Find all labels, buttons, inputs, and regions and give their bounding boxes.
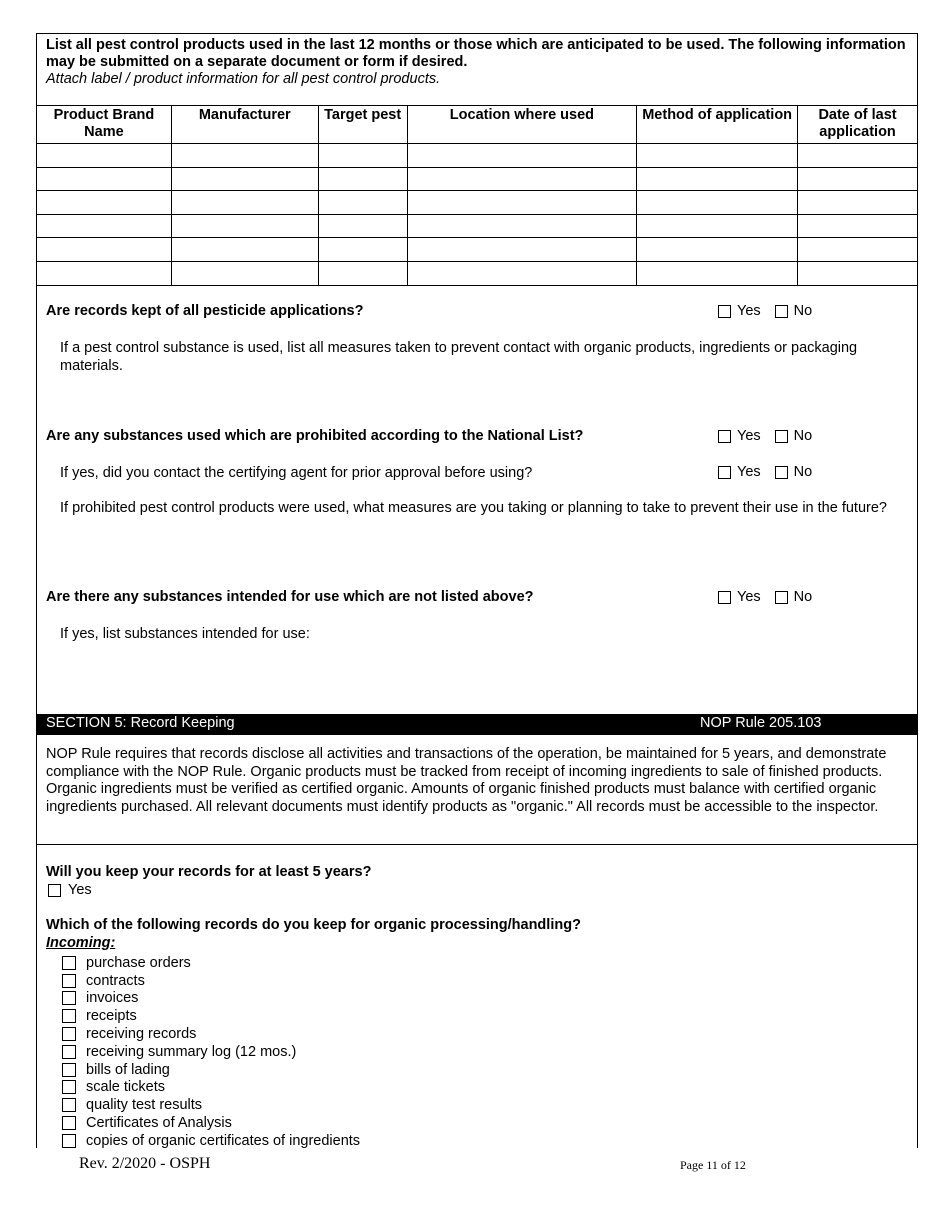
table-cell[interactable] [407, 167, 637, 191]
list-item [62, 954, 360, 972]
table-header-row [37, 106, 918, 144]
question-contact-agent: If yes, did you contact the certifying agent for prior approval before using? [60, 465, 533, 481]
table-cell[interactable] [637, 261, 798, 285]
divider [37, 844, 917, 845]
table-row [37, 261, 918, 285]
incoming-record-label: receiving records [86, 1026, 197, 1043]
incoming-record-label: scale tickets [86, 1079, 165, 1096]
table-cell[interactable] [798, 214, 918, 238]
prohibited-yes-checkbox[interactable] [718, 430, 731, 443]
question-keep-5-years: Will you keep your records for at least 5 years? [46, 864, 372, 880]
list-item [62, 1079, 360, 1097]
table-cell[interactable] [318, 191, 407, 215]
table-cell[interactable] [318, 261, 407, 285]
table-cell[interactable] [407, 214, 637, 238]
pest-products-table [36, 105, 918, 286]
yes-label: Yes [68, 882, 92, 898]
contact-agent-options [718, 464, 826, 480]
incoming-record-label: bills of lading [86, 1061, 170, 1078]
question-intended-substances: Are there any substances intended for use which are not listed above? [46, 589, 534, 605]
table-cell[interactable] [318, 144, 407, 168]
yes-label: Yes [737, 303, 761, 319]
list-item [62, 1132, 360, 1150]
no-label: No [793, 589, 813, 605]
col-method: Method of application [637, 106, 798, 144]
contact-agent-yes-checkbox[interactable] [718, 466, 731, 479]
intro-block [37, 34, 917, 88]
yes-label: Yes [737, 428, 761, 444]
prevent-use-instruction: If prohibited pest control products were used, what measures are you taking or planning to take to prevent their use in the future? [60, 500, 887, 516]
table-cell[interactable] [318, 214, 407, 238]
incoming-record-checkbox[interactable] [62, 1045, 76, 1059]
incoming-record-checkbox[interactable] [62, 974, 76, 988]
prohibited-no-checkbox[interactable] [775, 430, 788, 443]
incoming-record-checkbox[interactable] [62, 1098, 76, 1112]
question-records-kept: Are records kept of all pesticide applications? [46, 303, 364, 319]
records-kept-yes-checkbox[interactable] [718, 305, 731, 318]
col-target-pest: Target pest [318, 106, 407, 144]
col-product-brand: Product Brand Name [37, 106, 172, 144]
incoming-record-label: invoices [86, 990, 139, 1007]
table-cell[interactable] [407, 238, 637, 262]
incoming-record-checkbox[interactable] [62, 991, 76, 1005]
list-item [62, 1061, 360, 1079]
revision-label: Rev. 2/2020 - OSPH [79, 1155, 211, 1172]
incoming-heading: Incoming: [46, 935, 116, 951]
no-label: No [793, 303, 813, 319]
incoming-record-checkbox[interactable] [62, 1063, 76, 1077]
table-cell[interactable] [37, 214, 172, 238]
yes-label: Yes [737, 464, 761, 480]
table-row [37, 144, 918, 168]
intro-attach-note: Attach label / product information for all pest control products. [46, 71, 441, 87]
list-item [62, 1043, 360, 1061]
table-row [37, 191, 918, 215]
table-cell[interactable] [171, 214, 318, 238]
table-row [37, 238, 918, 262]
incoming-record-label: receipts [86, 1008, 137, 1025]
table-cell[interactable] [798, 238, 918, 262]
question-prohibited-substances: Are any substances used which are prohibited according to the National List? [46, 428, 584, 444]
incoming-record-label: purchase orders [86, 954, 191, 971]
list-item [62, 972, 360, 990]
intro-instructions: List all pest control products used in the last 12 months or those which are anticipated to be used. The following information may be submitted on a separate document or form if desired. [46, 37, 906, 70]
table-cell[interactable] [407, 261, 637, 285]
table-cell[interactable] [171, 144, 318, 168]
list-item [62, 990, 360, 1008]
incoming-record-label: quality test results [86, 1097, 203, 1114]
table-cell[interactable] [171, 167, 318, 191]
records-kept-no-checkbox[interactable] [775, 305, 788, 318]
prohibited-options [718, 428, 826, 444]
incoming-record-checkbox[interactable] [62, 1009, 76, 1023]
intended-no-checkbox[interactable] [775, 591, 788, 604]
table-cell[interactable] [318, 238, 407, 262]
incoming-record-checkbox[interactable] [62, 1080, 76, 1094]
yes-label: Yes [737, 589, 761, 605]
table-cell[interactable] [318, 167, 407, 191]
table-cell[interactable] [171, 191, 318, 215]
incoming-record-label: contracts [86, 972, 145, 989]
table-cell[interactable] [37, 238, 172, 262]
table-cell[interactable] [171, 238, 318, 262]
record-keeping-rule-text: NOP Rule requires that records disclose all activities and transactions of the operation, be maintained for 5 years, and demonstrate compliance with the NOP Rule. Organic products must be tracked from receipt of incoming ingredients to sale of finished products. Organic ingredients must be verified as certified organic. Amounts of organic finished products must balance with certified organic ingredients purchased. All relevant documents must identify products as "organic." All records must be accessible to the inspector. [46, 746, 887, 815]
incoming-record-checkbox[interactable] [62, 1027, 76, 1041]
no-label: No [793, 464, 813, 480]
page-number: Page 11 of 12 [680, 1158, 746, 1172]
incoming-record-checkbox[interactable] [62, 956, 76, 970]
table-cell[interactable] [798, 261, 918, 285]
list-item [62, 1007, 360, 1025]
list-item [62, 1096, 360, 1114]
list-item [62, 1025, 360, 1043]
table-cell[interactable] [37, 167, 172, 191]
incoming-records-list [62, 954, 360, 1150]
form-page [36, 33, 918, 1148]
question-which-records: Which of the following records do you keep for organic processing/handling? [46, 917, 581, 933]
no-label: No [793, 428, 813, 444]
keep-5-years-yes-checkbox[interactable] [48, 884, 61, 897]
records-kept-options [718, 303, 826, 319]
incoming-record-label: copies of organic certificates of ingredients [86, 1132, 361, 1149]
intended-yes-checkbox[interactable] [718, 591, 731, 604]
table-cell[interactable] [798, 144, 918, 168]
incoming-record-label: Certificates of Analysis [86, 1115, 232, 1132]
col-date: Date of last application [798, 106, 918, 144]
table-row [37, 214, 918, 238]
section-title: SECTION 5: Record Keeping [46, 715, 235, 731]
incoming-record-checkbox[interactable] [62, 1134, 76, 1148]
table-row [37, 167, 918, 191]
table-cell[interactable] [637, 191, 798, 215]
table-cell[interactable] [798, 167, 918, 191]
table-cell[interactable] [171, 261, 318, 285]
table-cell[interactable] [637, 214, 798, 238]
list-item [62, 1114, 360, 1132]
contact-agent-no-checkbox[interactable] [775, 466, 788, 479]
table-cell[interactable] [407, 144, 637, 168]
section-rule-reference: NOP Rule 205.103 [700, 715, 822, 731]
table-cell[interactable] [37, 191, 172, 215]
measures-instruction: If a pest control substance is used, list all measures taken to prevent contact with organic products, ingredients or packaging materials. [60, 340, 858, 374]
col-manufacturer: Manufacturer [171, 106, 318, 144]
table-cell[interactable] [637, 144, 798, 168]
table-cell[interactable] [37, 261, 172, 285]
col-location: Location where used [407, 106, 637, 144]
intended-options [718, 589, 826, 605]
table-cell[interactable] [637, 238, 798, 262]
intended-list-instruction: If yes, list substances intended for use: [60, 626, 310, 642]
incoming-record-label: receiving summary log (12 mos.) [86, 1043, 297, 1060]
table-cell[interactable] [637, 167, 798, 191]
table-cell[interactable] [407, 191, 637, 215]
incoming-record-checkbox[interactable] [62, 1116, 76, 1130]
table-cell[interactable] [37, 144, 172, 168]
section-5-header [37, 714, 917, 735]
table-cell[interactable] [798, 191, 918, 215]
keep-5-years-options [48, 882, 92, 898]
